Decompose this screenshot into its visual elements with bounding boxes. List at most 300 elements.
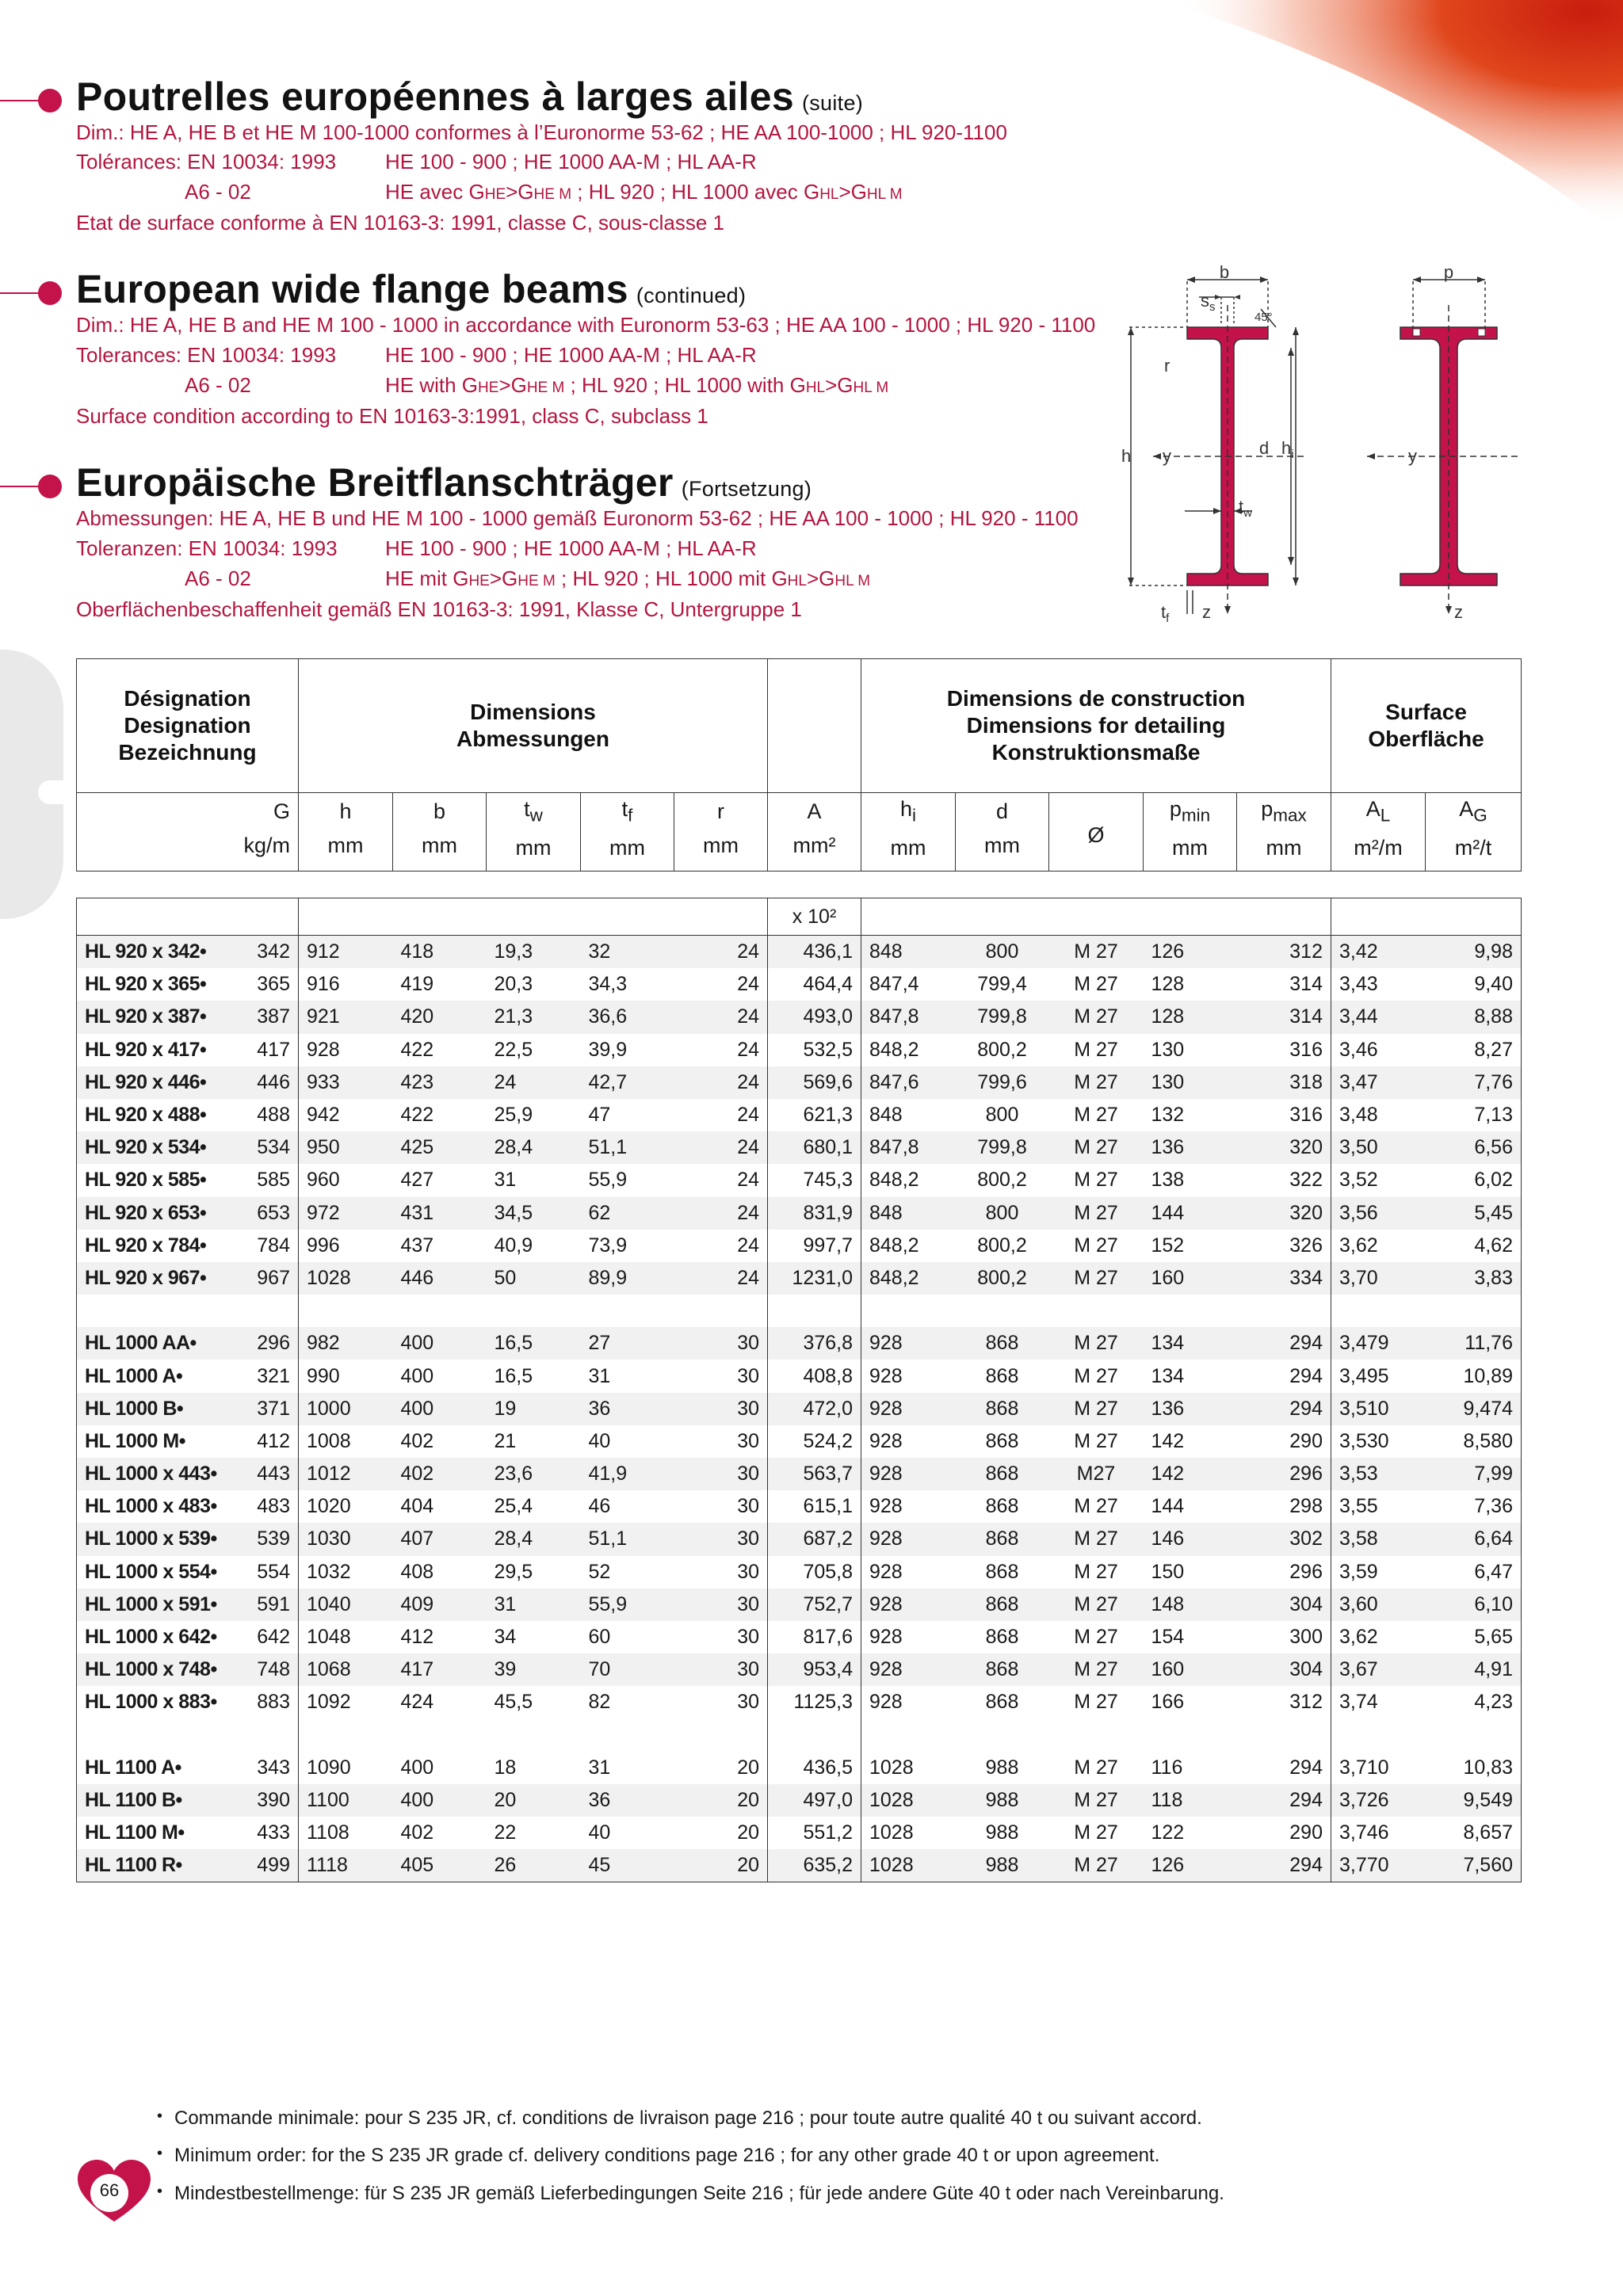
value-cell: 24 — [674, 1131, 768, 1164]
table-row — [77, 1099, 1522, 1131]
value-cell: 996 — [299, 1230, 393, 1262]
cell-blank — [232, 1719, 299, 1752]
value-cell: 40 — [581, 1817, 674, 1849]
cell-blank — [393, 1719, 487, 1752]
value-cell: 3,43 — [1331, 968, 1426, 1001]
designation-cell: HL 1100 A• — [77, 1752, 232, 1784]
value-cell: 20 — [674, 1817, 768, 1849]
value-cell: 642 — [232, 1621, 299, 1653]
value-cell: M 27 — [1049, 1164, 1144, 1196]
value-cell: 6,56 — [1426, 1131, 1522, 1164]
value-cell: 21,3 — [487, 1001, 581, 1033]
label-y2: y — [1408, 446, 1417, 466]
value-cell: 130 — [1144, 1066, 1237, 1099]
value-cell: 294 — [1237, 1849, 1331, 1882]
value-cell: 146 — [1144, 1523, 1237, 1555]
value-cell: 312 — [1237, 936, 1331, 969]
cell-blank — [393, 1295, 487, 1327]
value-cell: 6,02 — [1426, 1164, 1522, 1196]
value-cell: 39 — [487, 1653, 581, 1686]
table-row — [77, 1458, 1522, 1490]
value-cell: 136 — [1144, 1393, 1237, 1425]
value-cell: 31 — [581, 1360, 674, 1392]
value-cell: 912 — [299, 936, 393, 969]
value-cell: 424 — [393, 1686, 487, 1718]
value-cell: 9,40 — [1426, 968, 1522, 1001]
value-cell: M 27 — [1049, 1849, 1144, 1882]
value-cell: 52 — [581, 1556, 674, 1589]
value-cell: 10,83 — [1426, 1752, 1522, 1784]
value-cell: 847,8 — [861, 1001, 956, 1033]
designation-cell: HL 920 x 534• — [77, 1131, 232, 1164]
section-bullet — [38, 89, 62, 113]
header-surface: Surface Oberfläche — [1331, 659, 1522, 793]
value-cell: 31 — [487, 1164, 581, 1196]
designation-cell: HL 1000 x 642• — [77, 1621, 232, 1653]
value-cell: 615,1 — [768, 1490, 861, 1523]
value-cell: 24 — [674, 968, 768, 1001]
designation-cell: HL 920 x 488• — [77, 1099, 232, 1131]
value-cell: 402 — [393, 1425, 487, 1458]
value-cell: 7,36 — [1426, 1490, 1522, 1523]
value-cell: 680,1 — [768, 1131, 861, 1164]
value-cell: 928 — [861, 1523, 956, 1555]
value-cell: 1028 — [861, 1849, 956, 1882]
label-ss: $s_s$ — [1201, 291, 1216, 314]
value-cell: 126 — [1144, 1849, 1237, 1882]
table-row — [77, 1425, 1522, 1458]
value-cell: 3,74 — [1331, 1686, 1426, 1718]
cell-blank — [487, 1295, 581, 1327]
value-cell: 302 — [1237, 1523, 1331, 1555]
value-cell: 402 — [393, 1458, 487, 1490]
value-cell: 585 — [232, 1164, 299, 1196]
value-cell: 36 — [581, 1784, 674, 1817]
value-cell: 953,4 — [768, 1653, 861, 1686]
value-cell: 988 — [956, 1784, 1049, 1817]
value-cell: 22 — [487, 1817, 581, 1849]
value-cell: 31 — [581, 1752, 674, 1784]
value-cell: 29,5 — [487, 1556, 581, 1589]
cell-blank — [861, 1719, 956, 1752]
table-row — [77, 1752, 1522, 1784]
value-cell: 1108 — [299, 1817, 393, 1849]
cell-blank — [77, 1295, 232, 1327]
section-title-fr: Poutrelles européennes à larges ailes (suite) — [76, 74, 864, 119]
unit-cell-pmax: $p_{max}$ mm — [1237, 793, 1331, 871]
value-cell: M 27 — [1049, 1001, 1144, 1033]
value-cell: 847,4 — [861, 968, 956, 1001]
unit-cell-tf: $t_f$ mm — [581, 793, 674, 871]
value-cell: 928 — [861, 1327, 956, 1360]
value-cell: 1030 — [299, 1523, 393, 1555]
value-cell: 30 — [674, 1490, 768, 1523]
value-cell: 1040 — [299, 1589, 393, 1621]
section-bullet — [38, 281, 62, 305]
value-cell: 8,580 — [1426, 1425, 1522, 1458]
value-cell: 868 — [956, 1621, 1049, 1653]
table-row — [77, 1164, 1522, 1196]
value-cell: 942 — [299, 1099, 393, 1131]
value-cell: 784 — [232, 1230, 299, 1262]
table-row — [77, 1784, 1522, 1817]
unit-cell-d: d mm — [956, 793, 1049, 871]
unit-cell-bolt: Ø — [1049, 793, 1144, 871]
value-cell: 960 — [299, 1164, 393, 1196]
value-cell: 31 — [487, 1589, 581, 1621]
spec-line: Tolerances: EN 10034: 1993 — [76, 343, 337, 367]
value-cell: 304 — [1237, 1653, 1331, 1686]
value-cell: 24 — [674, 1164, 768, 1196]
value-cell: 1092 — [299, 1686, 393, 1718]
multiplier-row — [77, 898, 1522, 936]
value-cell: 294 — [1237, 1752, 1331, 1784]
value-cell: 417 — [232, 1034, 299, 1066]
value-cell: 24 — [674, 1001, 768, 1033]
cell-blank — [861, 898, 956, 936]
value-cell: 20 — [674, 1784, 768, 1817]
value-cell: 3,48 — [1331, 1099, 1426, 1131]
value-cell: 554 — [232, 1556, 299, 1589]
value-cell: 32 — [581, 936, 674, 969]
value-cell: 402 — [393, 1817, 487, 1849]
value-cell: 70 — [581, 1653, 674, 1686]
value-cell: 28,4 — [487, 1131, 581, 1164]
value-cell: 3,56 — [1331, 1197, 1426, 1230]
value-cell: 748 — [232, 1653, 299, 1686]
cell-blank — [393, 898, 487, 936]
beam-cross-section-diagram — [1106, 265, 1518, 630]
value-cell: 160 — [1144, 1653, 1237, 1686]
data-table — [76, 898, 1522, 1882]
value-cell: 1020 — [299, 1490, 393, 1523]
value-cell: 11,76 — [1426, 1327, 1522, 1360]
value-cell: 1231,0 — [768, 1262, 861, 1295]
table-row — [77, 1556, 1522, 1589]
value-cell: 868 — [956, 1686, 1049, 1718]
value-cell: 990 — [299, 1360, 393, 1392]
designation-cell: HL 920 x 784• — [77, 1230, 232, 1262]
table-row — [77, 1817, 1522, 1849]
value-cell: 24 — [674, 1066, 768, 1099]
designation-cell: HL 1000 A• — [77, 1360, 232, 1392]
value-cell: 800,2 — [956, 1034, 1049, 1066]
value-cell: 847,8 — [861, 1131, 956, 1164]
value-cell: 51,1 — [581, 1131, 674, 1164]
label-r: r — [1164, 356, 1170, 376]
cell-blank — [1049, 1719, 1144, 1752]
value-cell: 136 — [1144, 1131, 1237, 1164]
value-cell: 126 — [1144, 936, 1237, 969]
cell-blank — [77, 1719, 232, 1752]
value-cell: M 27 — [1049, 1556, 1144, 1589]
value-cell: 3,59 — [1331, 1556, 1426, 1589]
value-cell: 425 — [393, 1131, 487, 1164]
value-cell: M 27 — [1049, 936, 1144, 969]
value-cell: 422 — [393, 1099, 487, 1131]
value-cell: 3,83 — [1426, 1262, 1522, 1295]
value-cell: 928 — [861, 1360, 956, 1392]
value-cell: 36,6 — [581, 1001, 674, 1033]
table-row — [77, 968, 1522, 1001]
value-cell: 493,0 — [768, 1001, 861, 1033]
value-cell: 433 — [232, 1817, 299, 1849]
value-cell: 116 — [1144, 1752, 1237, 1784]
value-cell: 89,9 — [581, 1262, 674, 1295]
cell-blank — [861, 1295, 956, 1327]
value-cell: 950 — [299, 1131, 393, 1164]
table-row — [77, 1393, 1522, 1425]
value-cell: 46 — [581, 1490, 674, 1523]
value-cell: 150 — [1144, 1556, 1237, 1589]
value-cell: M 27 — [1049, 1360, 1144, 1392]
value-cell: 314 — [1237, 1001, 1331, 1033]
value-cell: 30 — [674, 1621, 768, 1653]
value-cell: 36 — [581, 1393, 674, 1425]
value-cell: 997,7 — [768, 1230, 861, 1262]
value-cell: 400 — [393, 1360, 487, 1392]
value-cell: 23,6 — [487, 1458, 581, 1490]
unit-row — [77, 793, 1522, 871]
value-cell: 443 — [232, 1458, 299, 1490]
table-row — [77, 1197, 1522, 1230]
table-row — [77, 1034, 1522, 1066]
value-cell: 488 — [232, 1099, 299, 1131]
spec-value: HE mit GHE>GHE M ; HL 920 ; HL 1000 mit GHL>GHL M — [385, 566, 871, 590]
designation-cell: HL 1000 x 591• — [77, 1589, 232, 1621]
value-cell: 148 — [1144, 1589, 1237, 1621]
label-z: z — [1202, 602, 1211, 622]
value-cell: 18 — [487, 1752, 581, 1784]
value-cell: 24 — [674, 1262, 768, 1295]
value-cell: 1028 — [861, 1752, 956, 1784]
value-cell: 55,9 — [581, 1164, 674, 1196]
value-cell: 417 — [393, 1653, 487, 1686]
unit-cell-G: G kg/m — [77, 793, 299, 871]
value-cell: 19 — [487, 1393, 581, 1425]
value-cell: 420 — [393, 1001, 487, 1033]
value-cell: M 27 — [1049, 1393, 1144, 1425]
cell-blank — [674, 1719, 768, 1752]
value-cell: 1048 — [299, 1621, 393, 1653]
cell-blank — [1237, 1295, 1331, 1327]
value-cell: 24 — [674, 1034, 768, 1066]
value-cell: 160 — [1144, 1262, 1237, 1295]
table-row — [77, 1490, 1522, 1523]
value-cell: 134 — [1144, 1360, 1237, 1392]
cell-blank — [581, 1295, 674, 1327]
spec-value: HE 100 - 900 ; HE 1000 AA-M ; HL AA-R — [385, 150, 757, 174]
value-cell: 25,9 — [487, 1099, 581, 1131]
label-p: p — [1443, 265, 1454, 282]
value-cell: 387 — [232, 1001, 299, 1033]
value-cell: 10,89 — [1426, 1360, 1522, 1392]
value-cell: 7,560 — [1426, 1849, 1522, 1882]
value-cell: 5,65 — [1426, 1621, 1522, 1653]
value-cell: 342 — [232, 936, 299, 969]
value-cell: 868 — [956, 1327, 1049, 1360]
value-cell: 144 — [1144, 1490, 1237, 1523]
value-cell: 745,3 — [768, 1164, 861, 1196]
value-cell: 3,67 — [1331, 1653, 1426, 1686]
value-cell: M 27 — [1049, 1099, 1144, 1131]
value-cell: 972 — [299, 1197, 393, 1230]
value-cell: 28,4 — [487, 1523, 581, 1555]
designation-cell: HL 1000 x 554• — [77, 1556, 232, 1589]
value-cell: 304 — [1237, 1589, 1331, 1621]
value-cell: 30 — [674, 1556, 768, 1589]
value-cell: 9,549 — [1426, 1784, 1522, 1817]
value-cell: 134 — [1144, 1327, 1237, 1360]
value-cell: 532,5 — [768, 1034, 861, 1066]
value-cell: 7,76 — [1426, 1066, 1522, 1099]
value-cell: 868 — [956, 1523, 1049, 1555]
value-cell: 472,0 — [768, 1393, 861, 1425]
designation-cell: HL 1100 R• — [77, 1849, 232, 1882]
designation-cell: HL 920 x 446• — [77, 1066, 232, 1099]
value-cell: 30 — [674, 1393, 768, 1425]
designation-cell: HL 1000 B• — [77, 1393, 232, 1425]
value-cell: 34,5 — [487, 1197, 581, 1230]
value-cell: 152 — [1144, 1230, 1237, 1262]
designation-cell: HL 920 x 967• — [77, 1262, 232, 1295]
value-cell: 41,9 — [581, 1458, 674, 1490]
value-cell: 412 — [232, 1425, 299, 1458]
designation-cell: HL 920 x 585• — [77, 1164, 232, 1196]
value-cell: 928 — [861, 1490, 956, 1523]
table-row — [77, 1001, 1522, 1033]
value-cell: 407 — [393, 1523, 487, 1555]
header-table — [76, 658, 1522, 871]
cell-blank — [299, 1719, 393, 1752]
value-cell: 24 — [674, 1197, 768, 1230]
value-cell: 30 — [674, 1425, 768, 1458]
cell-blank — [232, 898, 299, 936]
cell-blank — [1426, 1719, 1522, 1752]
value-cell: 290 — [1237, 1425, 1331, 1458]
value-cell: 3,495 — [1331, 1360, 1426, 1392]
value-cell: 967 — [232, 1262, 299, 1295]
value-cell: M 27 — [1049, 1066, 1144, 1099]
value-cell: 321 — [232, 1360, 299, 1392]
value-cell: 40 — [581, 1425, 674, 1458]
value-cell: 799,8 — [956, 1001, 1049, 1033]
table-row — [77, 1327, 1522, 1360]
value-cell: 9,98 — [1426, 936, 1522, 969]
spec-line: A6 - 02 — [185, 373, 251, 397]
value-cell: 868 — [956, 1556, 1049, 1589]
value-cell: 409 — [393, 1589, 487, 1621]
cell-blank — [768, 1719, 861, 1752]
cell-blank — [1049, 1295, 1144, 1327]
value-cell: 799,4 — [956, 968, 1049, 1001]
value-cell: 1028 — [861, 1784, 956, 1817]
value-cell: M 27 — [1049, 1621, 1144, 1653]
value-cell: 3,44 — [1331, 1001, 1426, 1033]
value-cell: 3,55 — [1331, 1490, 1426, 1523]
value-cell: 1000 — [299, 1393, 393, 1425]
value-cell: 376,8 — [768, 1327, 861, 1360]
section-title-en: European wide flange beams (continued) — [76, 267, 747, 311]
value-cell: 343 — [232, 1752, 299, 1784]
value-cell: 290 — [1237, 1817, 1331, 1849]
value-cell: 42,7 — [581, 1066, 674, 1099]
spec-line: Tolérances: EN 10034: 1993 — [76, 150, 337, 174]
table-row — [77, 1360, 1522, 1392]
spec-line: Dim.: HE A, HE B and HE M 100 - 1000 in accordance with Euronorm 53-63 ; HE AA 100 - 1000 ; HL 920 - 1100 — [76, 313, 1096, 337]
cell-blank — [1331, 1719, 1426, 1752]
value-cell: 312 — [1237, 1686, 1331, 1718]
value-cell: 635,2 — [768, 1849, 861, 1882]
value-cell: 800 — [956, 1099, 1049, 1131]
area-multiplier: x 10² — [768, 898, 861, 936]
value-cell: 427 — [393, 1164, 487, 1196]
header-construction: Dimensions de construction Dimensions for detailing Konstruktionsmaße — [861, 659, 1331, 793]
value-cell: 418 — [393, 936, 487, 969]
value-cell: 400 — [393, 1752, 487, 1784]
value-cell: 24 — [674, 1230, 768, 1262]
section-bullet — [38, 475, 62, 498]
value-cell: 436,1 — [768, 936, 861, 969]
designation-cell: HL 920 x 387• — [77, 1001, 232, 1033]
value-cell: 3,53 — [1331, 1458, 1426, 1490]
value-cell: M 27 — [1049, 1230, 1144, 1262]
group-spacer — [77, 1295, 1522, 1327]
table-row — [77, 1589, 1522, 1621]
value-cell: 30 — [674, 1458, 768, 1490]
value-cell: 20 — [487, 1784, 581, 1817]
label-hi: $h_i$ — [1281, 438, 1294, 461]
value-cell: 320 — [1237, 1197, 1331, 1230]
value-cell: 412 — [393, 1621, 487, 1653]
label-b: b — [1219, 265, 1230, 282]
value-cell: 800 — [956, 936, 1049, 969]
spec-line: A6 - 02 — [185, 180, 251, 204]
value-cell: 27 — [581, 1327, 674, 1360]
table-row — [77, 1849, 1522, 1882]
value-cell: 20,3 — [487, 968, 581, 1001]
value-cell: 30 — [674, 1360, 768, 1392]
value-cell: 591 — [232, 1589, 299, 1621]
cell-blank — [487, 1719, 581, 1752]
unit-cell-h: h mm — [299, 793, 393, 871]
spec-line: Etat de surface conforme à EN 10163-3: 1991, classe C, sous-classe 1 — [76, 211, 724, 235]
value-cell: 118 — [1144, 1784, 1237, 1817]
page-number: 66 — [99, 2180, 120, 2200]
cell-blank — [232, 1295, 299, 1327]
corner-swoosh-decoration — [1068, 0, 1623, 269]
value-cell: 6,10 — [1426, 1589, 1522, 1621]
value-cell: 848,2 — [861, 1034, 956, 1066]
value-cell: 3,42 — [1331, 936, 1426, 969]
value-cell: 1118 — [299, 1849, 393, 1882]
value-cell: M 27 — [1049, 1752, 1144, 1784]
value-cell: 314 — [1237, 968, 1331, 1001]
value-cell: 928 — [861, 1589, 956, 1621]
value-cell: M 27 — [1049, 1131, 1144, 1164]
value-cell: 408 — [393, 1556, 487, 1589]
value-cell: M 27 — [1049, 1817, 1144, 1849]
value-cell: 3,726 — [1331, 1784, 1426, 1817]
value-cell: 817,6 — [768, 1621, 861, 1653]
value-cell: 1028 — [861, 1817, 956, 1849]
value-cell: 497,0 — [768, 1784, 861, 1817]
value-cell: 166 — [1144, 1686, 1237, 1718]
spec-value: HE 100 - 900 ; HE 1000 AA-M ; HL AA-R — [385, 343, 757, 367]
value-cell: 800,2 — [956, 1262, 1049, 1295]
value-cell: M 27 — [1049, 1197, 1144, 1230]
designation-cell: HL 1000 M• — [77, 1425, 232, 1458]
